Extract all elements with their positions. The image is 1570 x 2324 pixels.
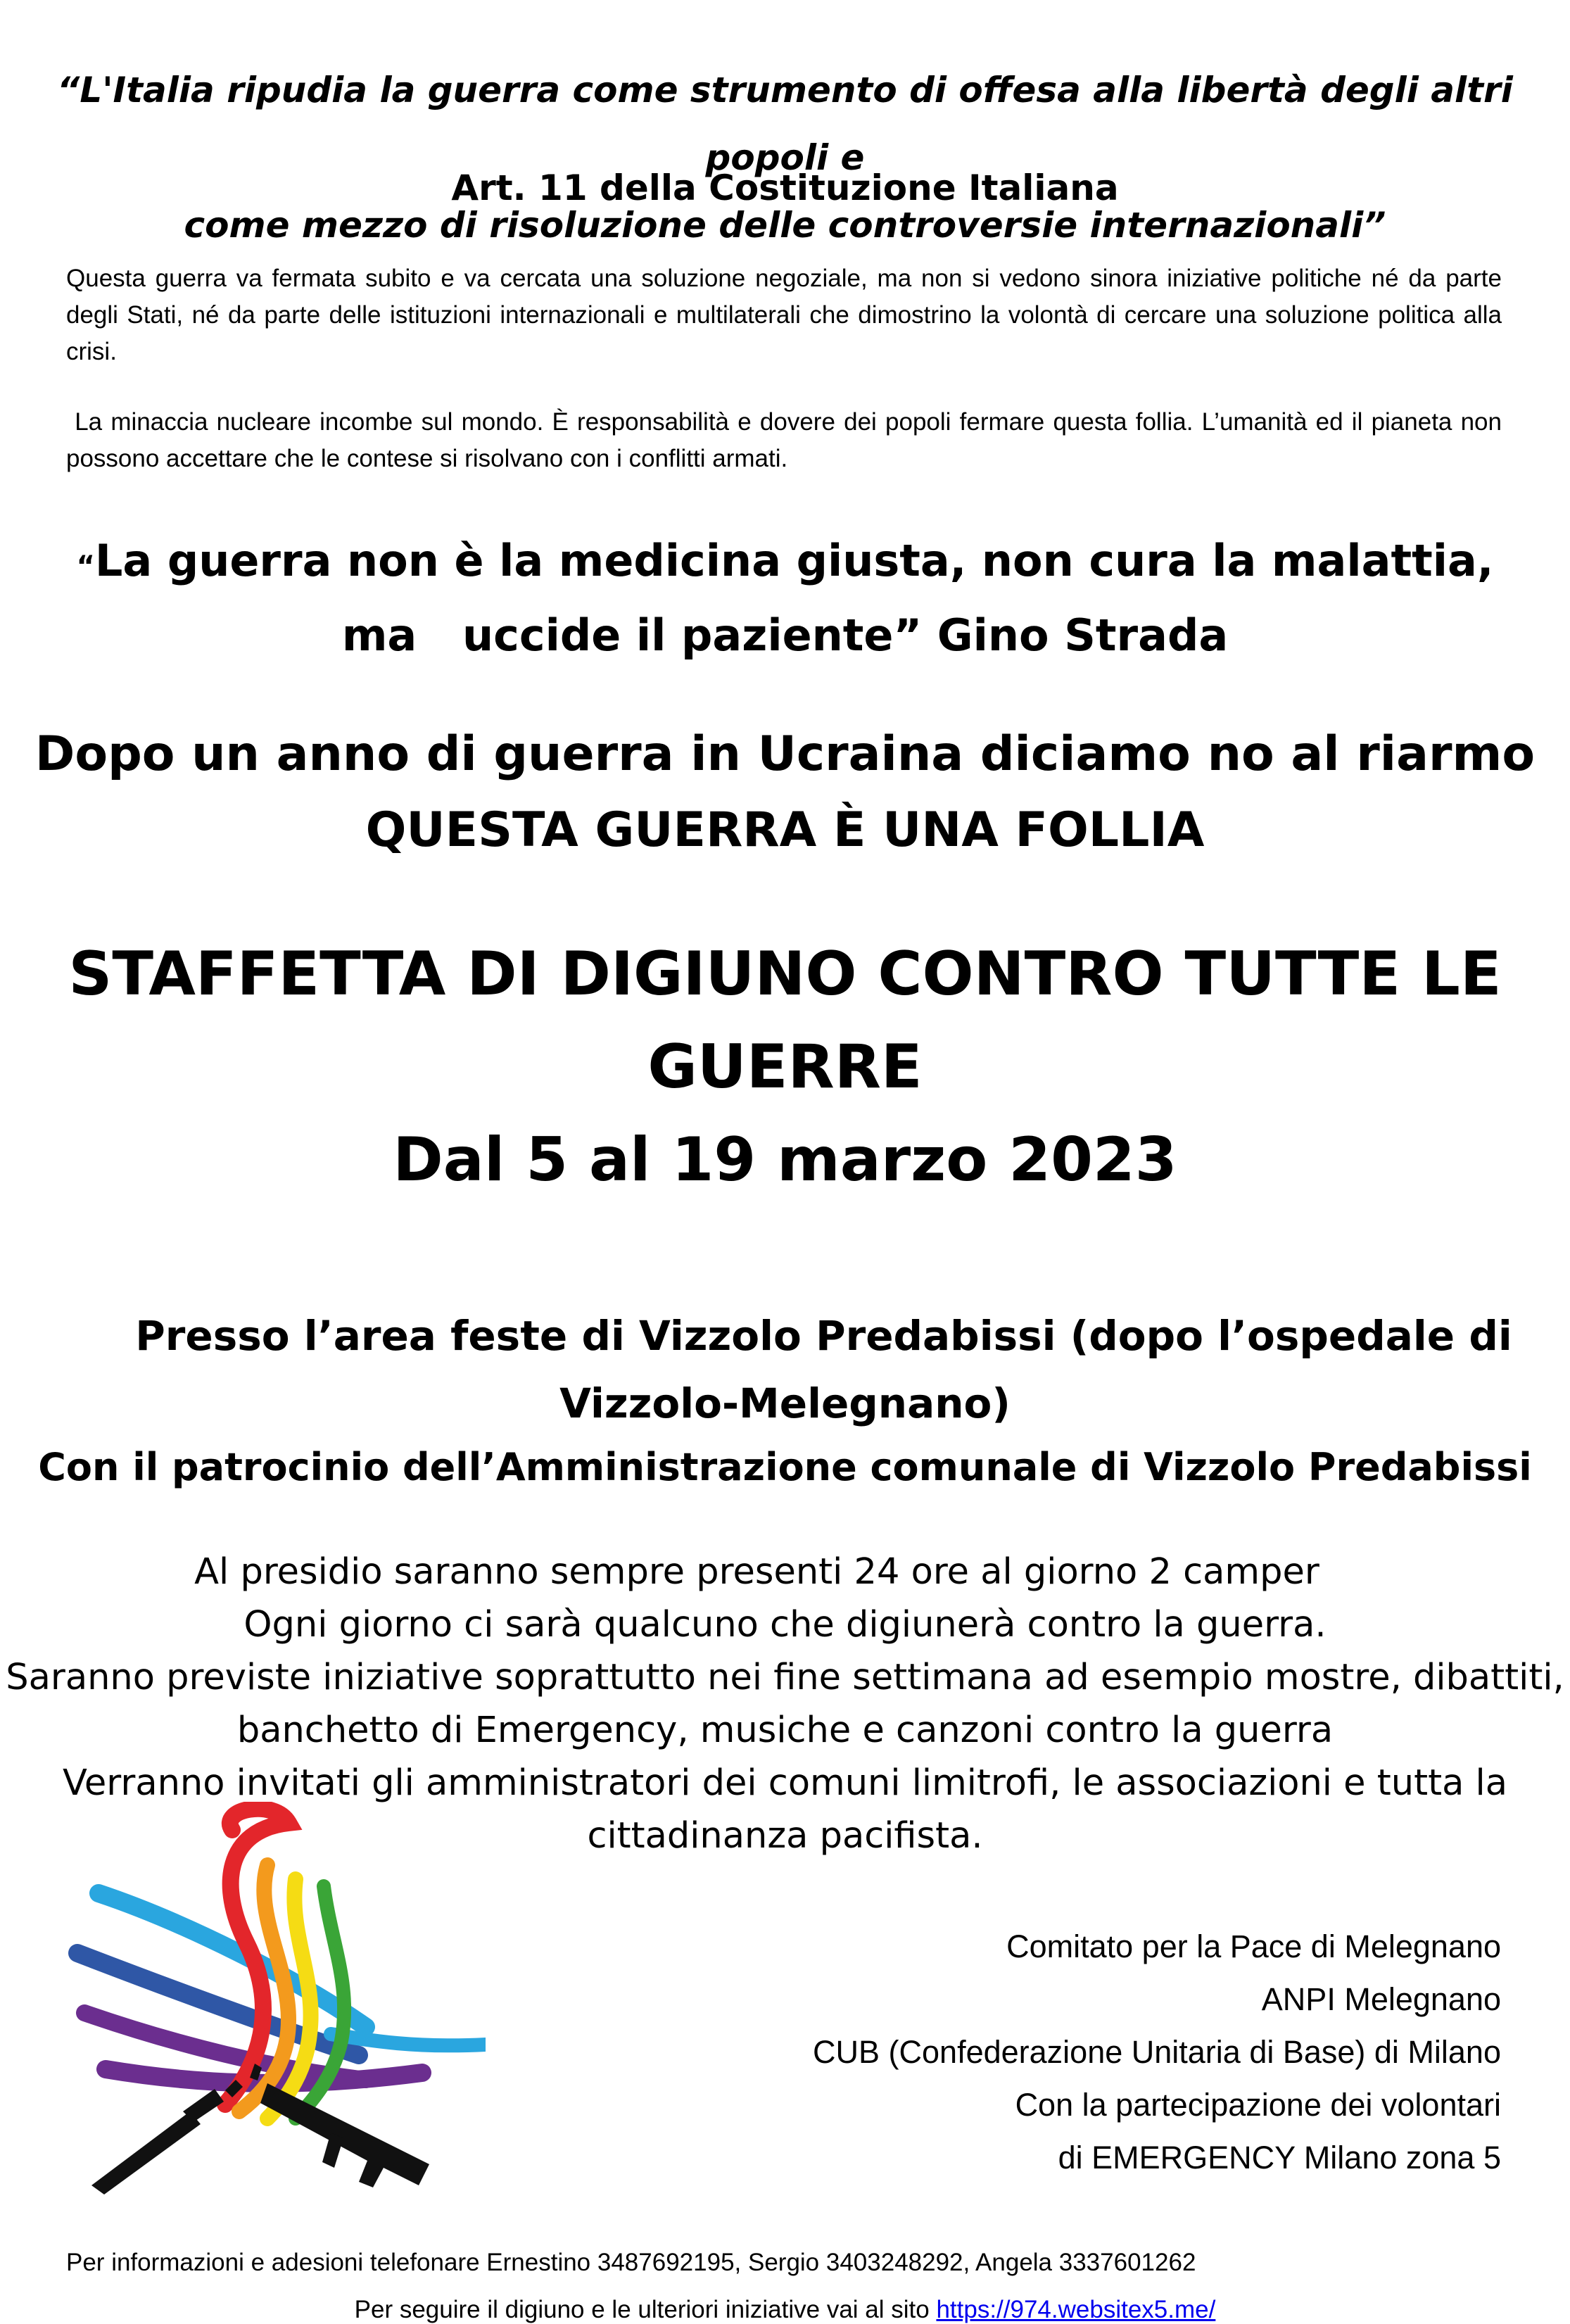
constitution-quote-line2: come mezzo di risoluzione delle controversie internazionali” <box>184 205 1386 246</box>
website-link[interactable]: https://974.websitex5.me/ <box>936 2296 1216 2323</box>
event-title-line2: GUERRE <box>647 1032 923 1102</box>
organizer-line: Comitato per la Pace di Melegnano <box>1006 1928 1501 1964</box>
organizer-line: Con la partecipazione dei volontari <box>1015 2087 1501 2123</box>
constitution-source: Art. 11 della Costituzione Italiana <box>451 168 1119 208</box>
presidio-line: Ogni giorno ci sarà qualcuno che digiunerà contro la guerra. <box>243 1604 1327 1646</box>
organizers <box>813 1920 1501 2184</box>
headline-line2: QUESTA GUERRA È UNA FOLLIA <box>365 802 1205 858</box>
website-prefix: Per seguire il digiuno e le ulteriori iniziative vai al sito <box>354 2296 937 2323</box>
event-dates: Dal 5 al 19 marzo 2023 <box>393 1125 1177 1195</box>
gino-strada-quote <box>0 526 1570 670</box>
presidio-line: Saranno previste iniziative soprattutto nei fine settimana ad esempio mostre, dibattiti, <box>6 1657 1564 1698</box>
intro-paragraph-2 <box>66 404 1502 477</box>
event-title-line1: STAFFETTA DI DIGIUNO CONTRO TUTTE LE <box>68 939 1502 1009</box>
presidio-line: cittadinanza pacifista. <box>587 1815 983 1857</box>
constitution-quote-line1: “L'Italia ripudia la guerra come strumento di offesa alla libertà degli altri popoli e <box>57 70 1513 178</box>
venue <box>0 1302 1570 1437</box>
intro-paragraph-1: Questa guerra va fermata subito e va cercata una soluzione negoziale, ma non si vedono sinora iniziative politiche né da parte degli Stati, né da parte delle istituzioni internazionali e multilaterali che dimostrino la volontà di cercare una soluzione politica alla crisi. <box>66 265 1502 365</box>
presidio-line: banchetto di Emergency, musiche e canzoni contro la guerra <box>236 1710 1334 1751</box>
venue-line2: Vizzolo-Melegnano) <box>559 1379 1011 1427</box>
open-quote-mark: “ <box>76 550 95 583</box>
event-title <box>0 928 1570 1206</box>
organizer-line: CUB (Confederazione Unitaria di Base) di Milano <box>813 2034 1501 2070</box>
website-line <box>0 2296 1570 2324</box>
gino-strada-quote-line2: ma uccide il paziente” Gino Strada <box>341 610 1229 661</box>
organizer-line: di EMERGENCY Milano zona 5 <box>1058 2140 1501 2175</box>
presidio-line: Al presidio saranno sempre presenti 24 ore al giorno 2 camper <box>194 1551 1319 1593</box>
patronage: Con il patrocinio dell’Amministrazione comunale di Vizzolo Predabissi <box>38 1445 1532 1489</box>
venue-line1: Presso l’area feste di Vizzolo Predabissi (dopo l’ospedale di <box>135 1312 1512 1360</box>
headline <box>0 716 1570 869</box>
intro-paragraph-2-text: La minaccia nucleare incombe sul mondo. È responsabilità e dovere dei popoli fermare questa follia. L’umanità ed il pianeta non possono accettare che le contese si risolvano con i conflitti armati. <box>66 408 1502 472</box>
peace-dove-logo <box>63 1802 486 2196</box>
logo-band-blue-right <box>331 2034 486 2045</box>
gino-strada-quote-line1: La guerra non è la medicina giusta, non cura la malattia, <box>94 535 1494 586</box>
presidio-line: Verranno invitati gli amministratori dei comuni limitrofi, le associazioni e tutta la <box>63 1762 1507 1804</box>
constitution-quote <box>0 56 1570 259</box>
organizer-line: ANPI Melegnano <box>1261 1981 1501 2017</box>
headline-line1: Dopo un anno di guerra in Ucraina diciamo no al riarmo <box>34 726 1536 782</box>
contact-info: Per informazioni e adesioni telefonare Ernestino 3487692195, Sergio 3403248292, Angela 3337601262 <box>66 2249 1196 2276</box>
